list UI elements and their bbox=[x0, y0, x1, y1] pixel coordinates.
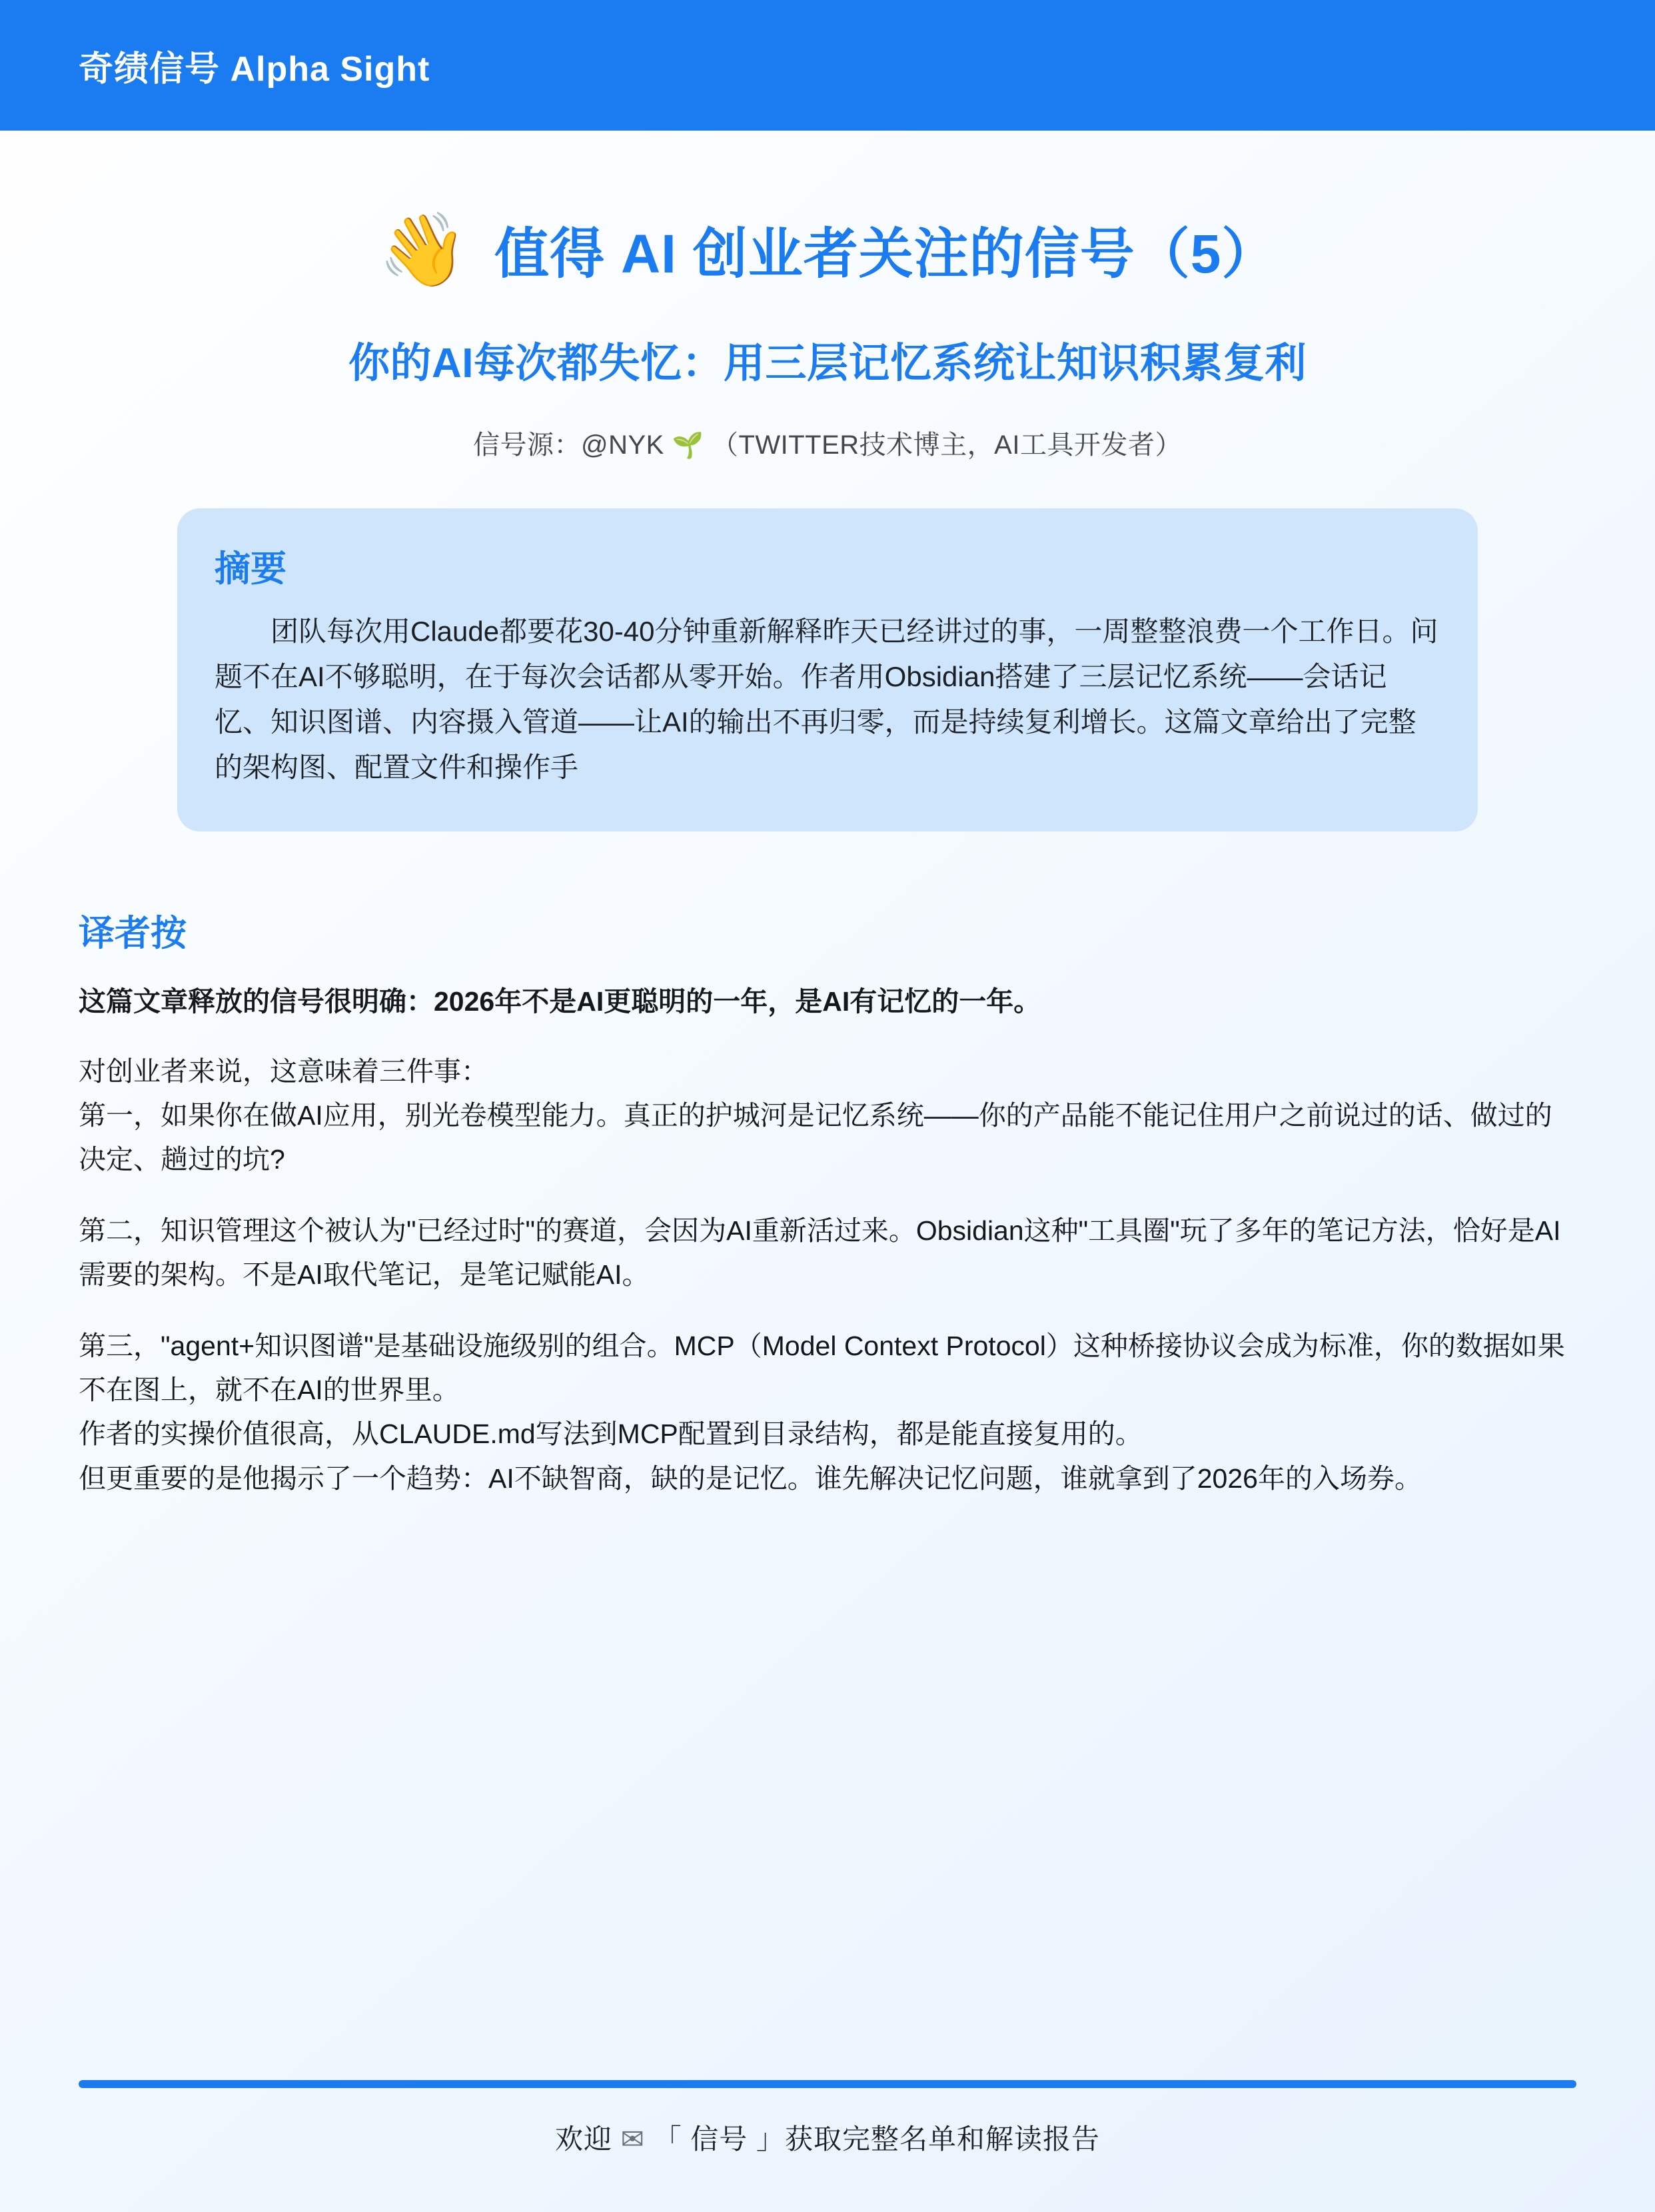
footer-prefix: 欢迎 bbox=[555, 2123, 613, 2155]
summary-card bbox=[177, 508, 1478, 831]
mail-icon: ✉ bbox=[620, 2123, 645, 2155]
translator-note-heading: 译者按 bbox=[79, 913, 187, 954]
summary-body: 团队每次用Claude都要花30-40分钟重新解释昨天已经讲过的事，一周整整浪费一个工作日。问题不在AI不够聪明，在于每次会话都从零开始。作者用Obsidian搭建了三层记忆系统——会话记忆、知识图谱、内容摄入管道——让AI的输出不再归零，而是持续复利增长。这篇文章给出了完整的架构图、配置文件和操作手 bbox=[215, 616, 1438, 784]
seedling-icon: 🌱 bbox=[672, 432, 704, 460]
signal-source bbox=[79, 424, 1576, 462]
translator-note-para-3-line-1: 第三，"agent+知识图谱"是基础设施级别的组合。MCP（Model Context Protocol）这种桥接协议会成为标准，你的数据如果不在图上，就不在AI的世界里。 bbox=[79, 1330, 1565, 1406]
brand-title: 奇绩信号 Alpha Sight bbox=[79, 49, 430, 89]
translator-note-para-1-line-1: 对创业者来说，这意味着三件事： bbox=[79, 1055, 488, 1087]
signal-source-suffix: （TWITTER技术博主，AI工具开发者） bbox=[711, 430, 1182, 460]
title-row bbox=[79, 211, 1576, 288]
content-area bbox=[0, 211, 1655, 831]
translator-note-para-3-line-3: 但更重要的是他揭示了一个趋势：AI不缺智商，缺的是记忆。谁先解决记忆问题，谁就拿到了2026年的入场券。 bbox=[79, 1462, 1422, 1494]
page-title: 值得 AI 创业者关注的信号（5） bbox=[494, 224, 1277, 284]
summary-heading: 摘要 bbox=[215, 549, 286, 589]
translator-note-para-3-line-2: 作者的实操价值很高，从CLAUDE.md写法到MCP配置到目录结构，都是能直接复用的。 bbox=[79, 1418, 1143, 1450]
translator-note-lead: 这篇文章释放的信号很明确：2026年不是AI更聪明的一年，是AI有记忆的一年。 bbox=[79, 986, 1041, 1017]
waving-hand-icon: 👋 bbox=[378, 209, 468, 290]
translator-note-para-1-line-2: 第一，如果你在做AI应用，别光卷模型能力。真正的护城河是记忆系统——你的产品能不能记住用户之前说过的话、做过的决定、趟过的坑? bbox=[79, 1100, 1552, 1175]
footer-divider bbox=[79, 2080, 1576, 2088]
top-bar bbox=[0, 0, 1655, 131]
signal-source-prefix: 信号源：@NYK bbox=[473, 430, 664, 460]
translator-note-para-2: 第二，知识管理这个被认为"已经过时"的赛道，会因为AI重新活过来。Obsidian这种"工具圈"玩了多年的笔记方法，恰好是AI需要的架构。不是AI取代笔记，是笔记赋能AI。 bbox=[79, 1215, 1561, 1291]
footer-cta bbox=[0, 2117, 1655, 2157]
page-subtitle: 你的AI每次都失忆：用三层记忆系统让知识积累复利 bbox=[348, 340, 1307, 386]
footer-suffix: 「 信号 」获取完整名单和解读报告 bbox=[653, 2123, 1100, 2155]
